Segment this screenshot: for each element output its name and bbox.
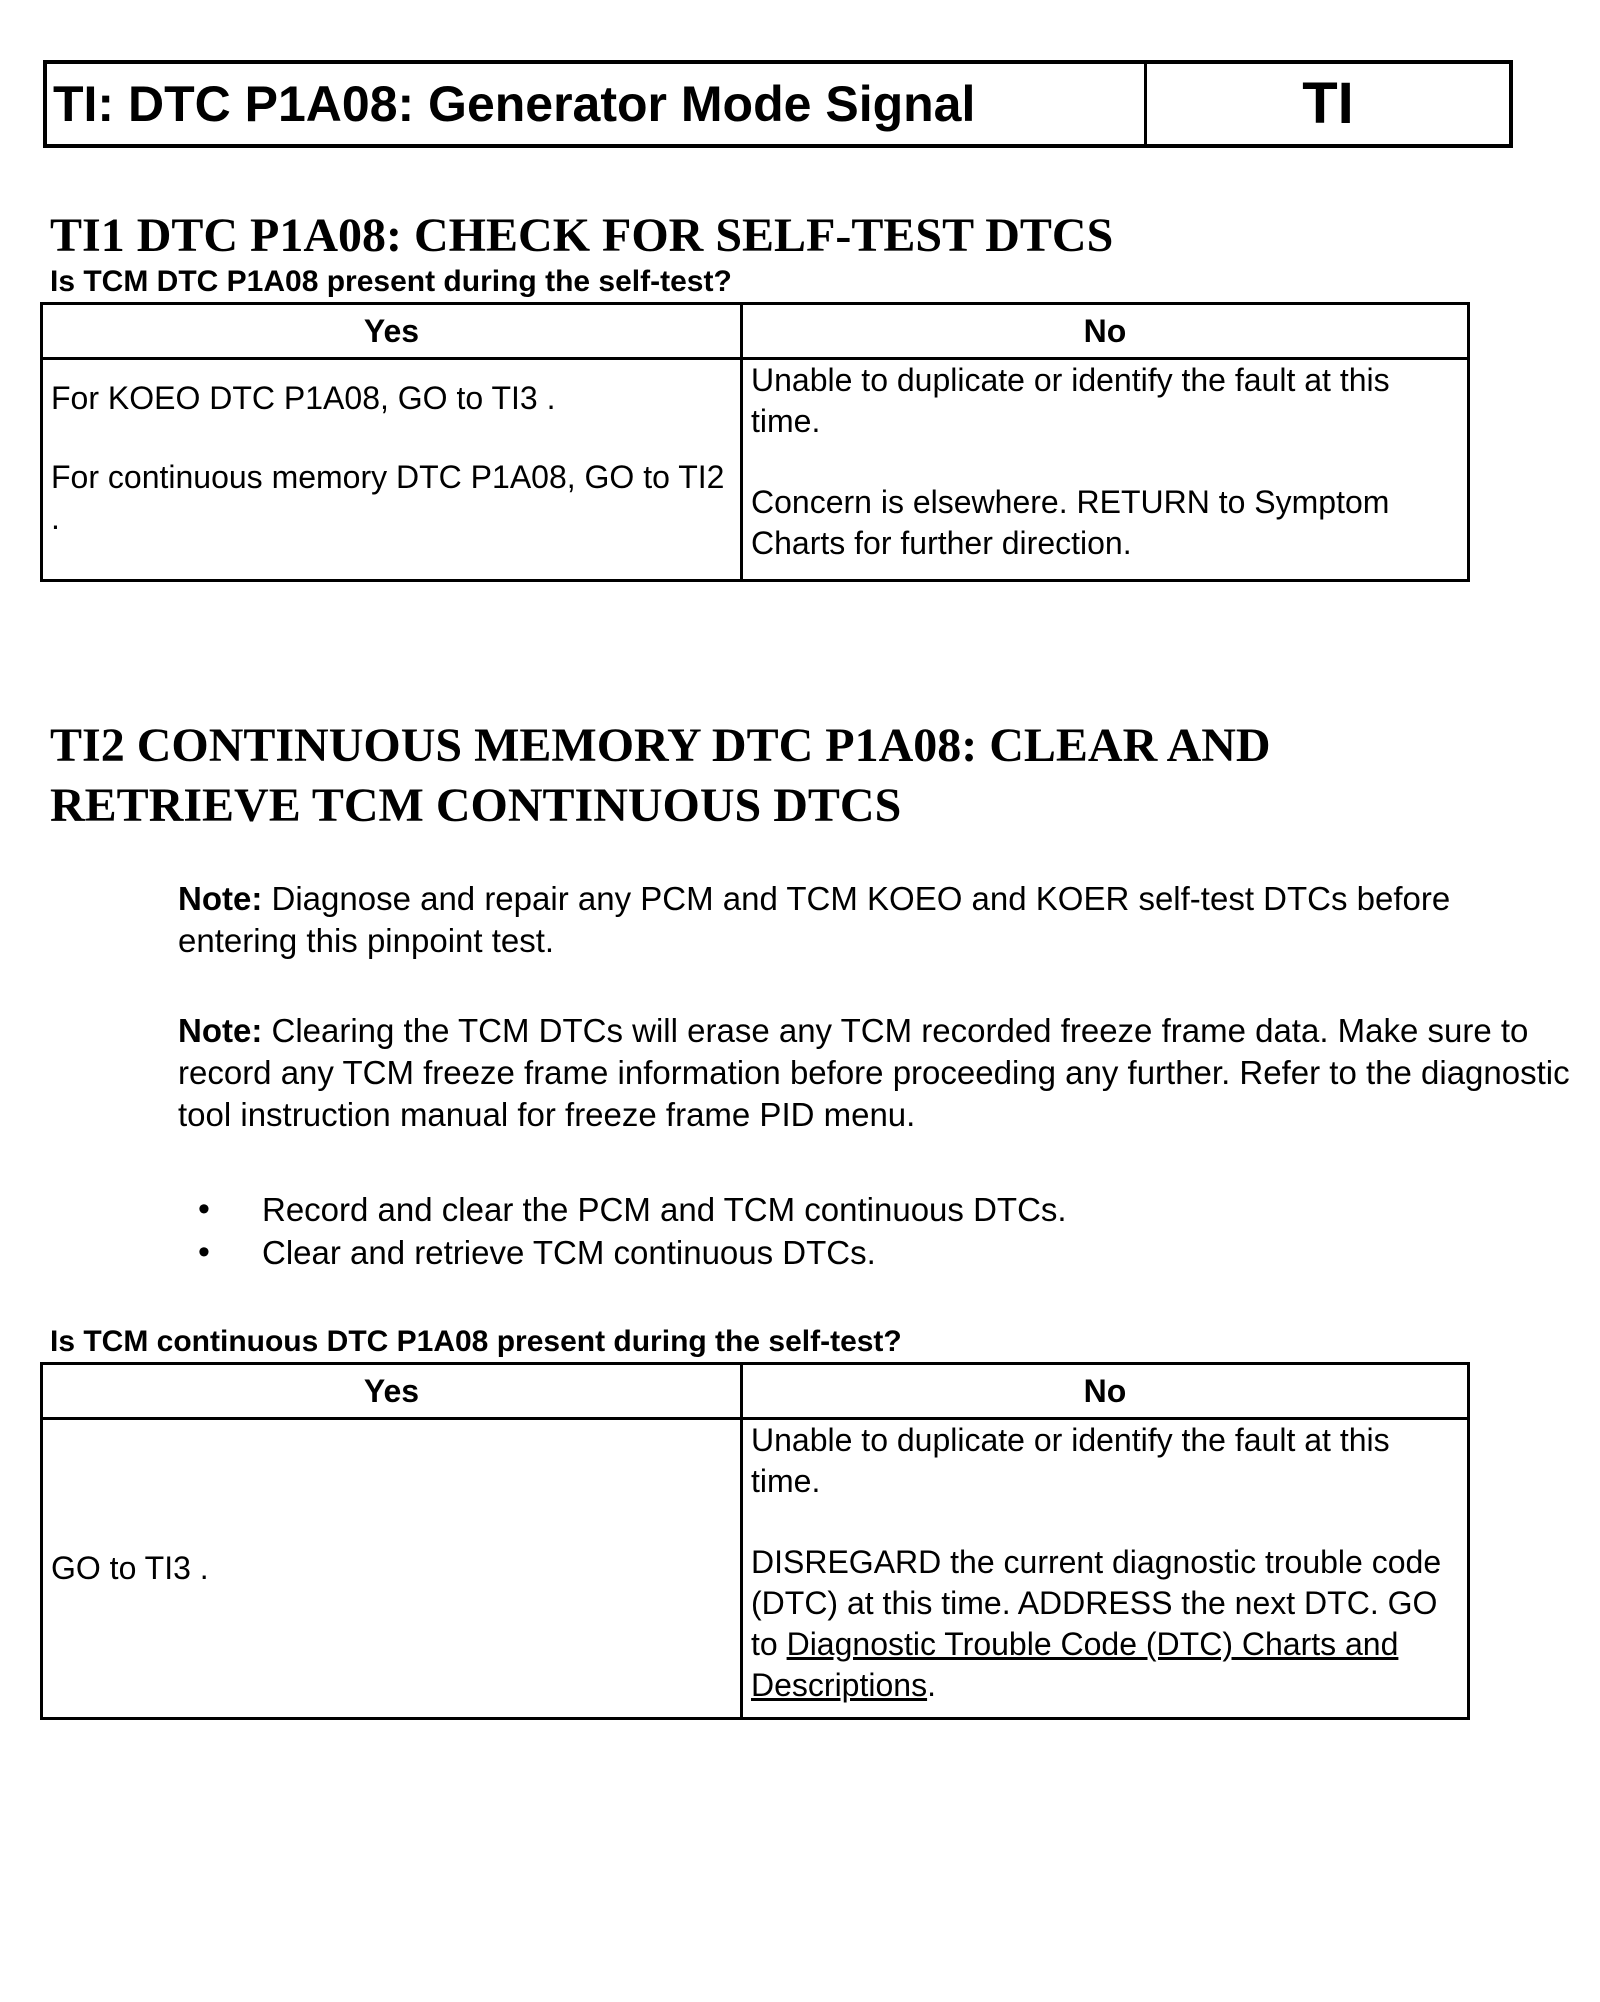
note-label-2: Note: xyxy=(178,1012,263,1049)
note-text-2: Clearing the TCM DTCs will erase any TCM recorded freeze frame data. Make sure to record any TCM freeze frame information before proceeding any further. Refer to the diagnostic tool instruction manual for freeze frame PID menu. xyxy=(178,1012,1570,1133)
ti2-note-2 xyxy=(178,1010,1578,1136)
ti1-yes-cell xyxy=(42,359,742,581)
ti1-question: Is TCM DTC P1A08 present during the self-test? xyxy=(50,265,732,298)
ti1-yes-2: For continuous memory DTC P1A08, GO to TI2 . xyxy=(51,459,725,536)
ti1-yes-header: Yes xyxy=(42,304,742,359)
ti1-body-row xyxy=(42,359,1469,581)
ti1-no-cell xyxy=(742,359,1469,581)
ti1-heading: TI1 DTC P1A08: CHECK FOR SELF-TEST DTCS xyxy=(50,209,1114,262)
note-label-1: Note: xyxy=(178,880,263,917)
ti2-no-header: No xyxy=(742,1364,1469,1419)
ti2-no-cell xyxy=(742,1419,1469,1719)
ti2-header-row xyxy=(42,1364,1469,1419)
ti2-no-1: Unable to duplicate or identify the fault at this time. xyxy=(751,1422,1390,1499)
list-item: • Clear and retrieve TCM continuous DTCs. xyxy=(178,1231,1558,1274)
ti2-question: Is TCM continuous DTC P1A08 present during the self-test? xyxy=(50,1325,902,1358)
title-box xyxy=(43,60,1513,148)
title-code: TI xyxy=(1302,71,1354,136)
ti2-no-2-end: . xyxy=(927,1667,936,1703)
ti1-no-1: Unable to duplicate or identify the fault at this time. xyxy=(751,362,1390,439)
dtc-charts-link[interactable]: Diagnostic Trouble Code (DTC) Charts and Descriptions xyxy=(751,1626,1399,1703)
list-item: • Record and clear the PCM and TCM continuous DTCs. xyxy=(178,1188,1558,1231)
ti2-yes-cell: GO to TI3 . xyxy=(42,1419,742,1719)
ti1-header-row xyxy=(42,304,1469,359)
page-title: TI: DTC P1A08: Generator Mode Signal xyxy=(47,64,1147,144)
ti2-body-row xyxy=(42,1419,1469,1719)
ti2-no-2 xyxy=(751,1542,1459,1706)
note-text-1: Diagnose and repair any PCM and TCM KOEO and KOER self-test DTCs before entering this pinpoint test. xyxy=(178,880,1451,959)
ti2-bullet-list xyxy=(178,1188,1558,1274)
ti2-table xyxy=(40,1362,1470,1720)
ti1-table xyxy=(40,302,1470,582)
ti2-note-1 xyxy=(178,878,1578,962)
ti1-yes-1: For KOEO DTC P1A08, GO to TI3 . xyxy=(51,380,556,416)
ti2-no-2-text: DISREGARD the current diagnostic trouble code (DTC) at this time. ADDRESS the next DTC. GO to xyxy=(751,1544,1442,1662)
ti1-no-2: Concern is elsewhere. RETURN to Symptom Charts for further direction. xyxy=(751,484,1390,561)
ti1-no-header: No xyxy=(742,304,1469,359)
ti2-yes-header: Yes xyxy=(42,1364,742,1419)
ti2-heading: TI2 CONTINUOUS MEMORY DTC P1A08: CLEAR AND RETRIEVE TCM CONTINUOUS DTCS xyxy=(50,719,1271,832)
